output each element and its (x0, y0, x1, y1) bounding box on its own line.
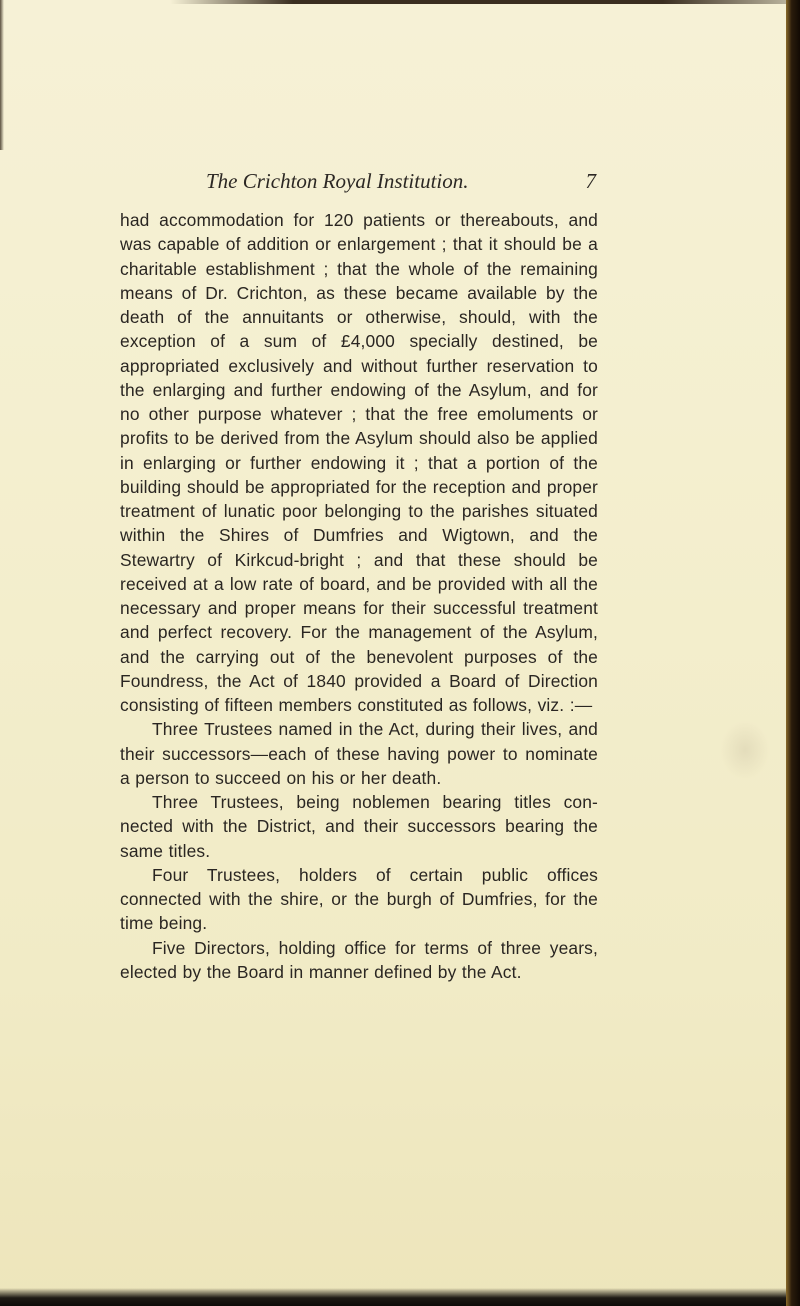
paper-stain (720, 720, 770, 780)
paragraph-four-trustees: Four Trustees, holders of certain public offices connected with the shire, or the burgh of Dumfries, for the time being. (120, 864, 598, 934)
running-title: The Crichton Royal Institution. (206, 169, 469, 193)
page-top-edge (170, 0, 786, 4)
page-left-edge (0, 0, 4, 150)
page-bottom-edge (0, 1288, 786, 1306)
book-spine-edge (786, 0, 800, 1306)
page-header (206, 169, 596, 199)
paragraph-three-trustees-noblemen: Three Trustees, being noblemen bearing titles con-nected with the District, and their successors bearing the same titles. (120, 792, 598, 861)
page-number: 7 (585, 169, 596, 193)
paragraph-three-trustees-named: Three Trustees named in the Act, during their lives, and their successors—each of these having power to nominate a person to succeed on his or her death. (120, 719, 598, 788)
body-text (120, 208, 598, 984)
paragraph-five-directors: Five Directors, holding office for terms of three years, elected by the Board in manner defined by the Act. (120, 937, 598, 982)
paragraph-continued: had accommodation for 120 patients or thereabouts, and was capable of addition or enlargement ; that it should be a charitable establishment ; that the whole of the remaining means of Dr. Crichton, as these became available by the death of the annuitants or otherwise, should, with the exception of a sum of £4,000 specially destined, be appropriated exclusively and without further reservation to the enlarging and further endowing of the Asylum, and for no other purpose whatever ; that the free emoluments or profits to be derived from the Asylum should also be applied in enlarging or further endowing it ; that a portion of the building should be appropriated for the reception and proper treatment of lunatic poor belonging to the parishes situated within the Shires of Dumfries and Wigtown, and the Stewartry of Kirkcud-bright ; and that these should be received at a low rate of board, and be provided with all the necessary and proper means for their successful treatment and perfect recovery. For the management of the Asylum, and the carrying out of the benevolent purposes of the Foundress, the Act of 1840 provided a Board of Direction consisting of fifteen members constituted as follows, viz. :— (120, 210, 598, 715)
